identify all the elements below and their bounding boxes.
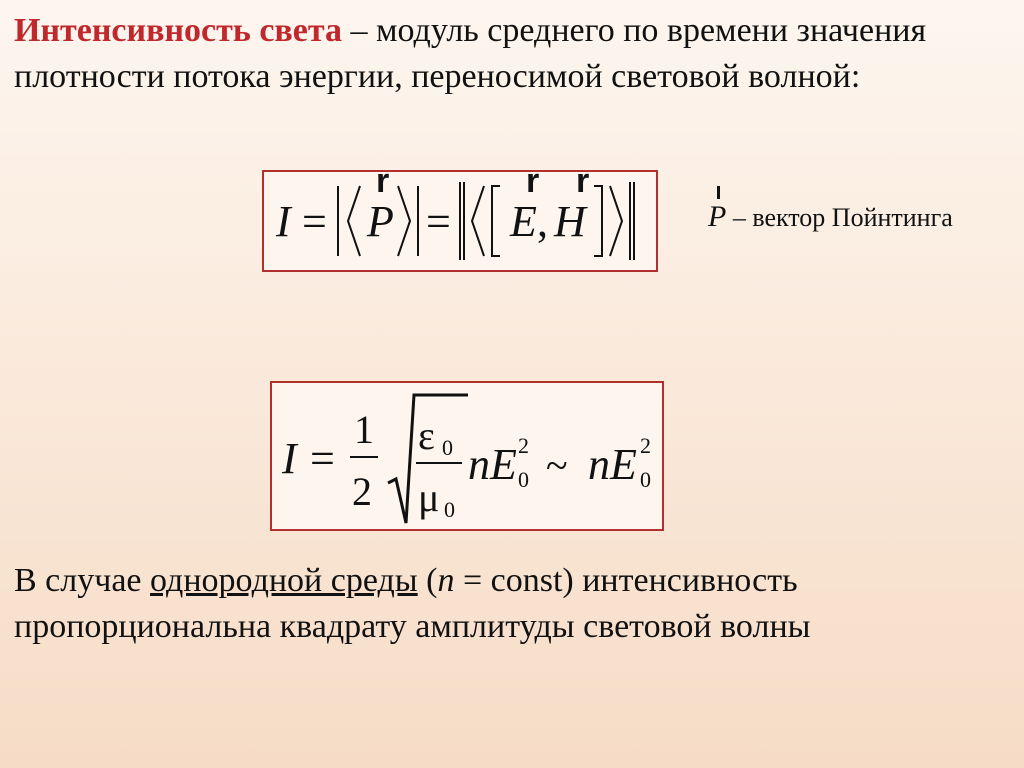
conclusion-part3: = const) интенсивность пропорциональна квадрату амплитуды световой волны: [14, 562, 811, 645]
f2-sim: ~: [546, 443, 568, 488]
f1-P: P: [367, 197, 394, 246]
f1-vector-mark-H: r: [576, 172, 590, 200]
poynting-symbol: P: [708, 200, 727, 233]
poynting-vector-mark: [717, 186, 720, 199]
formula-intensity-poynting: [262, 170, 658, 272]
term-light-intensity: Интенсивность света: [14, 12, 342, 49]
f1-bracket-right: [594, 186, 602, 256]
formula-intensity-amplitude: [270, 381, 664, 531]
f2-E2-sup: 2: [640, 433, 651, 458]
f2-n1: n: [468, 440, 490, 489]
formula-intensity-poynting-svg: [264, 172, 656, 270]
conclusion-paragraph: [14, 558, 1014, 650]
poynting-text: – вектор Пойнтинга: [732, 203, 953, 232]
conclusion-part1: В случае: [14, 562, 151, 599]
f1-comma: ,: [537, 197, 548, 246]
f1-eq1: =: [302, 197, 327, 246]
f1-eq2: =: [426, 197, 451, 246]
f1-angle-left-2: [472, 186, 484, 256]
f2-E1: E: [490, 440, 517, 489]
homogeneous-medium-term: однородной среды: [150, 562, 418, 599]
intro-paragraph: [14, 8, 1014, 100]
f2-E1-sup: 2: [518, 433, 529, 458]
f1-bracket-left: [492, 186, 500, 256]
f2-num: 1: [354, 407, 374, 452]
f2-eps-sub: 0: [442, 435, 453, 460]
f1-angle-left-1: [348, 186, 360, 256]
f2-E2-sub: 0: [640, 467, 651, 492]
f2-den: 2: [352, 469, 372, 514]
f2-mu-sub: 0: [444, 497, 455, 522]
f1-angle-right-1: [398, 186, 410, 256]
f2-I: I: [282, 434, 297, 483]
f2-eq: =: [310, 434, 335, 483]
f2-E1-sub: 0: [518, 467, 529, 492]
poynting-caption: [708, 200, 953, 234]
f2-n2: n: [588, 440, 610, 489]
f1-vector-mark-P: r: [376, 172, 390, 200]
f2-mu: μ: [418, 475, 440, 520]
f2-E2: E: [610, 440, 637, 489]
f1-vector-mark-E: r: [526, 172, 540, 200]
conclusion-part2: (: [417, 562, 438, 599]
intro-definition: – модуль среднего по времени значения плотности потока энергии, переносимой световой волной:: [14, 12, 927, 95]
f1-E: E: [510, 197, 537, 246]
f1-I: I: [276, 197, 291, 246]
f1-angle-right-2: [610, 186, 622, 256]
conclusion-n: n: [437, 562, 455, 599]
f1-H: H: [554, 197, 586, 246]
formula-intensity-amplitude-svg: [272, 383, 662, 529]
f2-eps: ε: [418, 413, 435, 458]
